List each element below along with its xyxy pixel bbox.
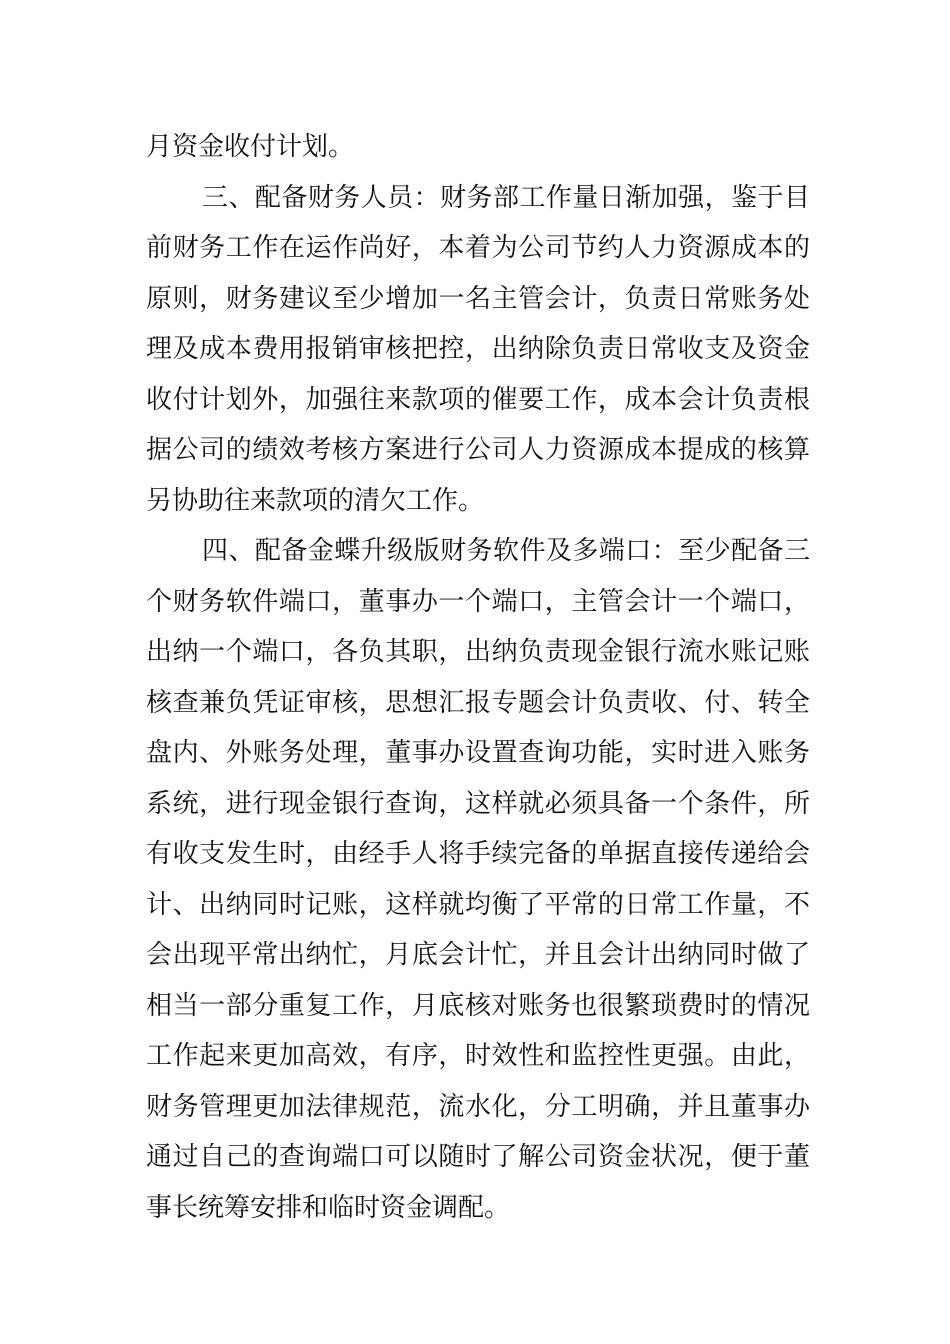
text-line: 盘内、外账务处理，董事办设置查询功能，实时进入账务 <box>146 738 810 768</box>
text-line: 系统，进行现金银行查询，这样就必须具备一个条件，所 <box>146 788 810 819</box>
text-line: 相当一部分重复工作，月底核对账务也很繁琐费时的情况 <box>146 990 810 1021</box>
paragraph-staffing <box>146 173 810 527</box>
text-line: 财务管理更加法律规范，流水化，分工明确，并且董事办 <box>146 1091 810 1122</box>
text-line: 工作起来更加高效，有序，时效性和监控性更强。由此， <box>146 1041 810 1071</box>
text-line: 理及成本费用报销审核把控，出纳除负责日常收支及资金 <box>146 334 810 364</box>
text-line: 前财务工作在运作尚好，本着为公司节约人力资源成本的 <box>146 233 810 263</box>
text-line: 月资金收付计划。 <box>146 132 355 162</box>
text-line: 四、配备金蝶升级版财务软件及多端口：至少配备三 <box>202 536 810 566</box>
text-line: 据公司的绩效考核方案进行公司人力资源成本提成的核算 <box>146 435 810 465</box>
text-line: 事长统筹安排和临时资金调配。 <box>146 1192 511 1223</box>
text-line: 个财务软件端口，董事办一个端口，主管会计一个端口， <box>146 586 810 617</box>
text-line: 原则，财务建议至少增加一名主管会计，负责日常账务处 <box>146 283 810 314</box>
text-line: 三、配备财务人员：财务部工作量日渐加强，鉴于目 <box>202 182 810 213</box>
text-line: 出纳一个端口，各负其职，出纳负责现金银行流水账记账 <box>146 637 810 667</box>
document-body <box>146 122 810 1233</box>
text-line: 通过自己的查询端口可以随时了解公司资金状况，便于董 <box>146 1142 810 1172</box>
paragraph-software <box>146 526 810 1233</box>
text-line: 收付计划外，加强往来款项的催要工作，成本会计负责根 <box>146 384 810 415</box>
text-line: 核查兼负凭证审核，思想汇报专题会计负责收、付、转全 <box>146 687 810 718</box>
text-line: 计、出纳同时记账，这样就均衡了平常的日常工作量，不 <box>146 889 810 920</box>
text-line: 会出现平常出纳忙，月底会计忙，并且会计出纳同时做了 <box>146 940 810 970</box>
paragraph-continuation <box>146 122 810 173</box>
text-line: 另协助往来款项的清欠工作。 <box>146 485 485 516</box>
text-line: 有收支发生时，由经手人将手续完备的单据直接传递给会 <box>146 839 810 869</box>
